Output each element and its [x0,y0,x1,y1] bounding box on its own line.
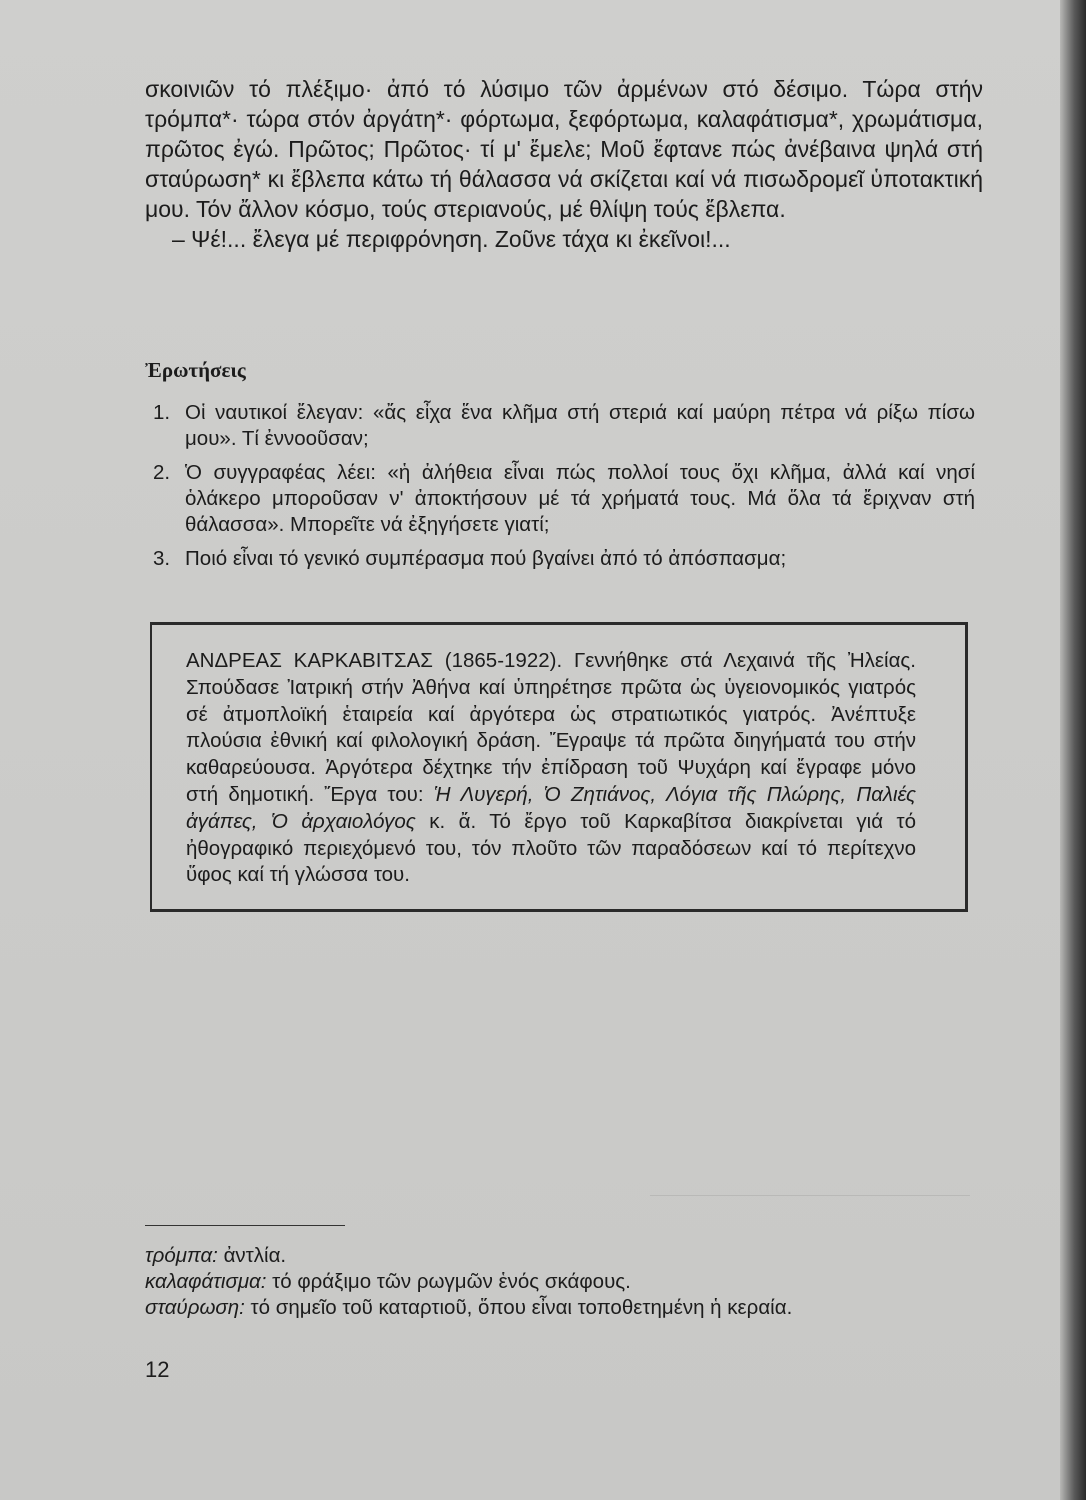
question-text: Ποιό εἶναι τό γενικό συμπέρασμα πού βγαίνει ἀπό τό ἀπόσπασμα; [185,547,787,570]
footnotes [145,1243,945,1321]
footnote-definition: ἀντλία. [217,1244,287,1267]
question-text: Οἱ ναυτικοί ἔλεγαν: «ἄς εἶχα ἕνα κλῆμα στή στεριά καί μαύρη πέτρα νά ρίξω πίσω μου». Τί ἐννοοῦσαν; [185,401,975,450]
question-item [145,460,975,538]
footnote [145,1269,945,1295]
question-number: 1. [153,401,171,424]
question-number: 3. [153,547,171,570]
footnote-definition: τό φράξιμο τῶν ρωγμῶν ἑνός σκάφους. [266,1270,631,1293]
author-bio-text [186,648,916,889]
questions-heading: Ἐρωτήσεις [145,358,246,382]
show-through-line [650,1195,970,1196]
narrative-text [145,74,983,254]
dialogue-line: – Ψέ!... ἔλεγα μέ περιφρόνηση. Ζοῦνε τάχα κι ἐκεῖνοι!... [172,226,731,252]
bio-text-start: ΑΝΔΡΕΑΣ ΚΑΡΚΑΒΙΤΣΑΣ (1865-1922). Γεννήθηκε στά Λεχαινά τῆς Ἠλείας. Σπούδασε Ἰατρική στήν Ἀθήνα καί ὑπηρέτησε πρῶτα ὡς ὑγειονομικός γιατρός σέ ἀτμοπλοϊκή ἑταιρεία καί ἀργότερα ὡς στρατιωτικός γιατρός. Ἀνέπτυξε πλούσια ἐθνική καί φιλολογική δράση. Ἔγραψε τά πρῶτα διηγήματά του στήν καθαρεύουσα. Ἀργότερα δέχτηκε τήν ἐπίδραση τοῦ Ψυχάρη καί ἔγραφε μόνο στή δημοτική. Ἔργα του: [186,649,916,806]
footnote-term: καλαφάτισμα: [145,1270,267,1293]
book-spine-shadow [1060,0,1086,1500]
bio-text-end: κ. ἄ. Τό ἔργο τοῦ Καρκαβίτσα διακρίνεται γιά τό ἠθογραφικό περιεχόμενό του, τόν πλοῦτο τῶν παραδόσεων καί τό περίτεχνο ὕφος καί τή γλώσσα του. [186,809,916,887]
footnote-term: τρόμπα: [145,1244,218,1267]
question-item [145,400,975,452]
footnote-term: σταύρωση: [145,1296,245,1319]
footnote-definition: τό σημεῖο τοῦ καταρτιοῦ, ὅπου εἶναι τοποθετημένη ἡ κεραία. [244,1296,793,1319]
narrative-paragraph: σκοινιῶν τό πλέξιμο· ἀπό τό λύσιμο τῶν ἀρμένων στό δέσιμο. Τώρα στήν τρόμπα*· τώρα στόν ἀργάτη*· φόρτωμα, ξεφόρτωμα, καλαφάτισμα*, χρωμάτισμα, πρῶτος ἐγώ. Πρῶτος; Πρῶτος· τί μ' ἔμελε; Μοῦ ἔφτανε πώς ἀνέβαινα ψηλά στή σταύρωση* κι ἔβλεπα κάτω τή θάλασσα νά σκίζεται καί νά πισωδρομεῖ ὑποτακτική μου. Τόν ἄλλον κόσμο, τούς στεριανούς, μέ θλίψη τούς ἔβλεπα. [145,76,983,222]
page-number: 12 [145,1357,170,1382]
question-number: 2. [153,461,171,484]
footnote-divider [145,1225,345,1226]
question-item [145,546,975,572]
footnote [145,1243,945,1269]
question-text: Ὁ συγγραφέας λέει: «ἡ ἀλήθεια εἶναι πώς πολλοί τους ὄχι κλῆμα, ἀλλά καί νησί ὁλάκερο μποροῦσαν ν' ἀποκτήσουν μέ τά χρήματά τους. Μά ὅλα τά ἔριχναν στή θάλασσα». Μπορεῖτε νά ἐξηγήσετε γιατί; [185,461,975,536]
bio-works-list: Ἡ Λυγερή, Ὁ Ζητιάνος, Λόγια τῆς Πλώρης, Παλιές ἀγάπες, Ὁ ἀρχαιολόγος [186,782,916,833]
footnote [145,1295,945,1321]
questions-list [145,400,975,580]
